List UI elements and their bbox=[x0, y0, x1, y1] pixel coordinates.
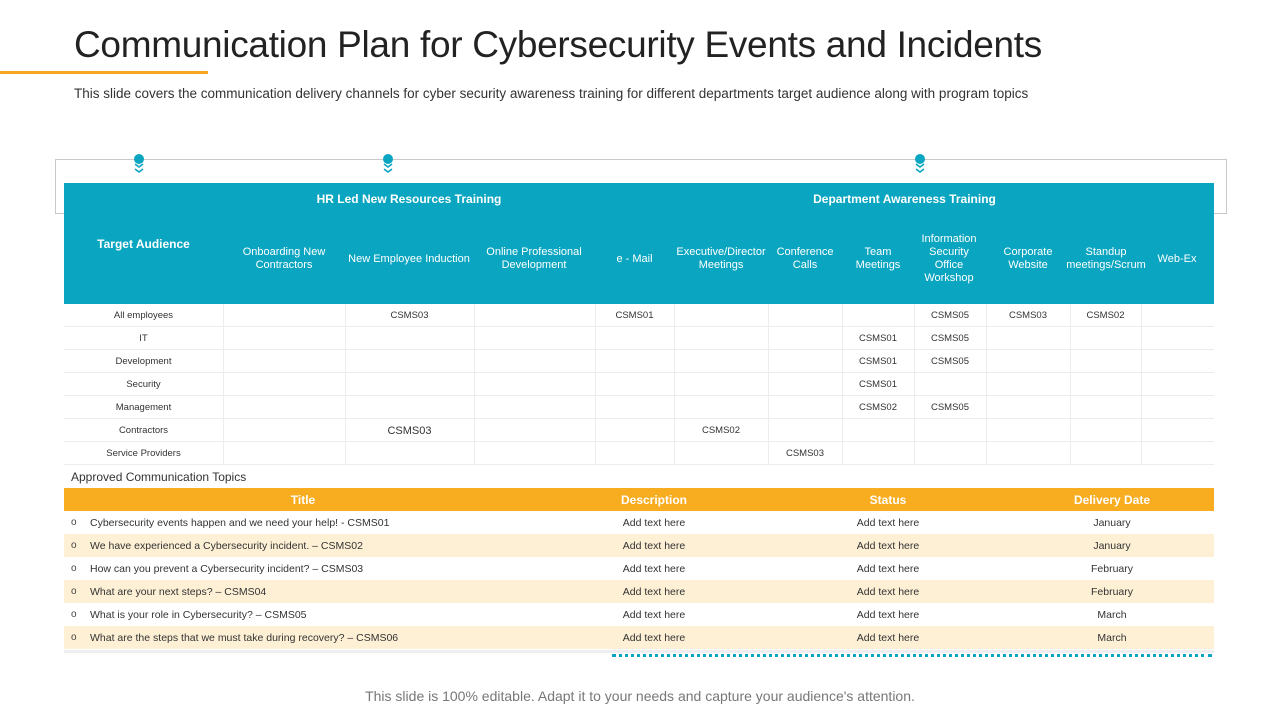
column-header: Online Professional Development bbox=[486, 246, 582, 271]
channel-cell: CSMS01 bbox=[858, 333, 897, 344]
audience-cell: Contractors bbox=[118, 425, 169, 436]
column-header: Information Security Office Workshop bbox=[921, 233, 977, 284]
table-row bbox=[64, 350, 1214, 373]
group-header-department: Department Awareness Training bbox=[813, 191, 996, 206]
topic-description: Add text here bbox=[622, 585, 686, 598]
channel-cell: CSMS03 bbox=[785, 448, 824, 459]
topic-delivery-date: January bbox=[1093, 539, 1131, 552]
audience-cell: Service Providers bbox=[106, 448, 181, 459]
topic-delivery-date: March bbox=[1097, 631, 1127, 644]
channel-cell: CSMS03 bbox=[387, 424, 432, 437]
topic-description: Add text here bbox=[622, 516, 686, 529]
topic-delivery-date: January bbox=[1093, 516, 1131, 529]
column-divider bbox=[474, 304, 475, 464]
target-audience-header: Target Audience bbox=[97, 236, 190, 251]
timeline-marker-icon bbox=[914, 154, 926, 174]
column-divider bbox=[674, 304, 675, 464]
channel-cell: CSMS02 bbox=[701, 425, 740, 436]
topic-title: What are your next steps? – CSMS04 bbox=[90, 585, 267, 598]
topics-header-status: Status bbox=[869, 492, 907, 507]
column-header: e - Mail bbox=[616, 252, 653, 265]
topic-status: Add text here bbox=[856, 631, 920, 644]
column-divider bbox=[842, 304, 843, 464]
topic-status: Add text here bbox=[856, 608, 920, 621]
topic-status: Add text here bbox=[856, 562, 920, 575]
page-subtitle: This slide covers the communication delivery channels for cyber security awareness training for different departments target audience along with program topics bbox=[74, 86, 1029, 101]
channel-cell: CSMS01 bbox=[858, 379, 897, 390]
topics-header-delivery-date: Delivery Date bbox=[1073, 492, 1151, 507]
audience-cell: IT bbox=[139, 333, 148, 344]
audience-cell: All employees bbox=[113, 310, 174, 321]
channel-cell: CSMS05 bbox=[930, 310, 969, 321]
column-header: Standup meetings/Scrum bbox=[1066, 246, 1146, 271]
topic-delivery-date: February bbox=[1090, 585, 1133, 598]
column-divider bbox=[768, 304, 769, 464]
table-row bbox=[64, 419, 1214, 442]
footer-note: This slide is 100% editable. Adapt it to your needs and capture your audience's attention. bbox=[365, 688, 915, 704]
bullet-icon: o bbox=[71, 586, 77, 597]
topics-header-title: Title bbox=[290, 492, 316, 507]
topic-description: Add text here bbox=[622, 562, 686, 575]
column-header: Corporate Website bbox=[1003, 246, 1053, 271]
channel-cell: CSMS05 bbox=[930, 333, 969, 344]
bullet-icon: o bbox=[71, 540, 77, 551]
column-divider bbox=[1141, 304, 1142, 464]
topic-title: Cybersecurity events happen and we need your help! - CSMS01 bbox=[90, 516, 390, 529]
bullet-icon: o bbox=[71, 609, 77, 620]
channel-cell: CSMS01 bbox=[615, 310, 654, 321]
timeline-marker-icon bbox=[133, 154, 145, 174]
topic-delivery-date: February bbox=[1090, 562, 1133, 575]
column-header: Team Meetings bbox=[855, 246, 901, 271]
column-divider bbox=[914, 304, 915, 464]
dotted-divider bbox=[612, 654, 1212, 657]
topic-description: Add text here bbox=[622, 608, 686, 621]
column-header: Onboarding New Contractors bbox=[242, 246, 326, 271]
audience-cell: Management bbox=[115, 402, 172, 413]
bullet-icon: o bbox=[71, 632, 77, 643]
table-row bbox=[64, 327, 1214, 350]
approved-topics-label: Approved Communication Topics bbox=[71, 470, 247, 484]
topic-title: How can you prevent a Cybersecurity incident? – CSMS03 bbox=[90, 562, 364, 575]
title-accent-line bbox=[0, 71, 208, 74]
channel-cell: CSMS05 bbox=[930, 356, 969, 367]
page-title: Communication Plan for Cybersecurity Events and Incidents bbox=[74, 24, 1042, 65]
topics-header-description: Description bbox=[620, 492, 687, 507]
channel-cell: CSMS02 bbox=[1086, 310, 1125, 321]
topic-title: What are the steps that we must take during recovery? – CSMS06 bbox=[90, 631, 399, 644]
topic-description: Add text here bbox=[622, 631, 686, 644]
table-row bbox=[64, 373, 1214, 396]
channel-cell: CSMS05 bbox=[930, 402, 969, 413]
topic-status: Add text here bbox=[856, 539, 920, 552]
topic-status: Add text here bbox=[856, 516, 920, 529]
bullet-icon: o bbox=[71, 563, 77, 574]
column-header: New Employee Induction bbox=[348, 252, 470, 265]
column-header: Executive/Director Meetings bbox=[676, 246, 766, 271]
bullet-icon: o bbox=[71, 517, 77, 528]
channel-cell: CSMS03 bbox=[1008, 310, 1047, 321]
audience-cell: Security bbox=[126, 379, 161, 390]
column-header: Web-Ex bbox=[1157, 252, 1197, 265]
column-divider bbox=[595, 304, 596, 464]
channel-cell: CSMS03 bbox=[390, 310, 429, 321]
topic-title: We have experienced a Cybersecurity incident. – CSMS02 bbox=[90, 539, 363, 552]
table-row bbox=[64, 396, 1214, 419]
column-divider bbox=[986, 304, 987, 464]
topic-delivery-date: March bbox=[1097, 608, 1127, 621]
timeline-marker-icon bbox=[382, 154, 394, 174]
column-divider bbox=[345, 304, 346, 464]
column-divider bbox=[1070, 304, 1071, 464]
topic-description: Add text here bbox=[622, 539, 686, 552]
column-header: Conference Calls bbox=[776, 246, 834, 271]
topic-status: Add text here bbox=[856, 585, 920, 598]
column-divider bbox=[223, 304, 224, 464]
group-header-hr: HR Led New Resources Training bbox=[316, 191, 502, 206]
table-row bbox=[64, 442, 1214, 465]
table-bottom-border bbox=[64, 650, 1214, 653]
channel-cell: CSMS01 bbox=[858, 356, 897, 367]
audience-cell: Development bbox=[115, 356, 172, 367]
topic-title: What is your role in Cybersecurity? – CSMS05 bbox=[90, 608, 307, 621]
channel-cell: CSMS02 bbox=[858, 402, 897, 413]
